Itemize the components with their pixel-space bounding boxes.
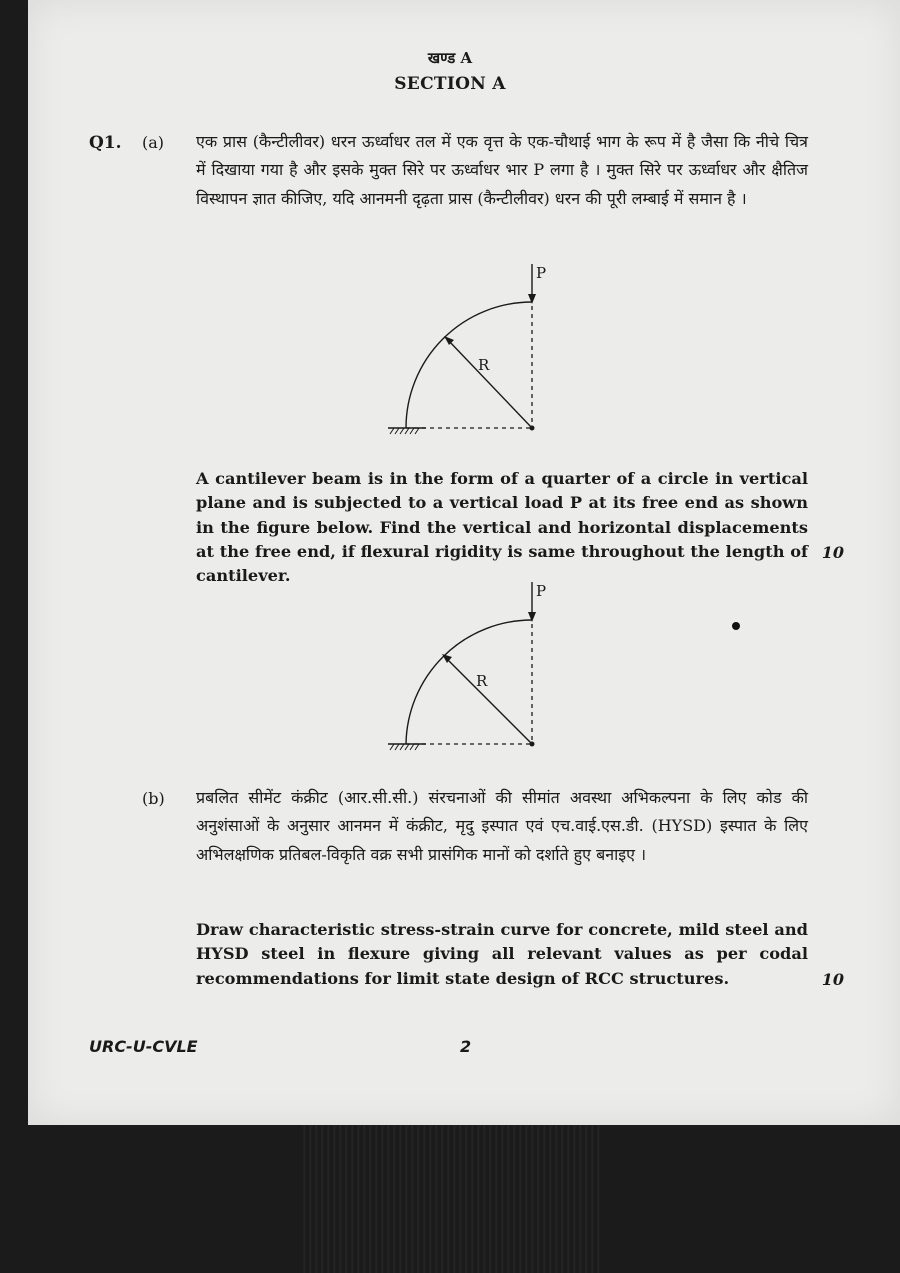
question-number: Q1. <box>89 133 122 153</box>
load-label: P <box>536 582 547 600</box>
part-a-marks: 10 <box>821 543 844 562</box>
paper-code: URC-U-CVLE <box>89 1037 198 1056</box>
section-heading-hindi: खण्ड A <box>427 49 473 67</box>
scan-speck <box>732 622 740 630</box>
cantilever-figure-hindi <box>370 260 570 440</box>
part-a-label: (a) <box>142 133 165 152</box>
part-a-hindi-text: एक प्रास (कैन्टीलीवर) धरन ऊर्ध्वाधर तल में एक वृत्त के एक-चौथाई भाग के रूप में है जैसा कि नीचे चित्र में दिखाया गया है और इसके मुक्त सिरे पर ऊर्ध्वाधर भार P लगा है । मुक्त सिरे पर ऊर्ध्वाधर और क्षैतिज विस्थापन ज्ञात कीजिए, यदि आनमनी दृढ़ता प्रास (कैन्टीलीवर) धरन की पूरी लम्बाई में समान है । <box>196 132 808 208</box>
part-b-english-text: Draw characteristic stress-strain curve for concrete, mild steel and HYSD steel in flexure giving all relevant values as per codal recommendations for limit state design of RCC structures. <box>196 920 808 988</box>
radius-label: R <box>478 356 490 374</box>
cantilever-figure-english <box>370 578 570 758</box>
page-number: 2 <box>460 1037 472 1056</box>
part-b-hindi-text: प्रबलित सीमेंट कंक्रीट (आर.सी.सी.) संरचनाओं की सीमांत अवस्था अभिकल्पना के लिए कोड की अनुशंसाओं के अनुसार आनमन में कंक्रीट, मृदु इस्पात एवं एच.वाई.एस.डी. (HYSD) इस्पात के लिए अभिलक्षणिक प्रतिबल-विकृति वक्र सभी प्रासंगिक मानों को दर्शाते हुए बनाइए । <box>196 788 808 864</box>
radius-label: R <box>476 672 488 690</box>
part-a-english-text: A cantilever beam is in the form of a quarter of a circle in vertical plane and is subjected to a vertical load P at its free end as shown in the figure below. Find the vertical and horizontal displacements at the free end, if flexural rigidity is same throughout the length of cantilever. <box>196 469 808 586</box>
section-heading-english: SECTION A <box>394 74 506 94</box>
figure-geometry <box>388 264 536 434</box>
load-label: P <box>536 264 547 282</box>
scanner-background <box>300 1125 600 1273</box>
part-b-label: (b) <box>142 789 165 808</box>
part-b-marks: 10 <box>821 970 844 989</box>
figure-geometry <box>388 582 536 750</box>
